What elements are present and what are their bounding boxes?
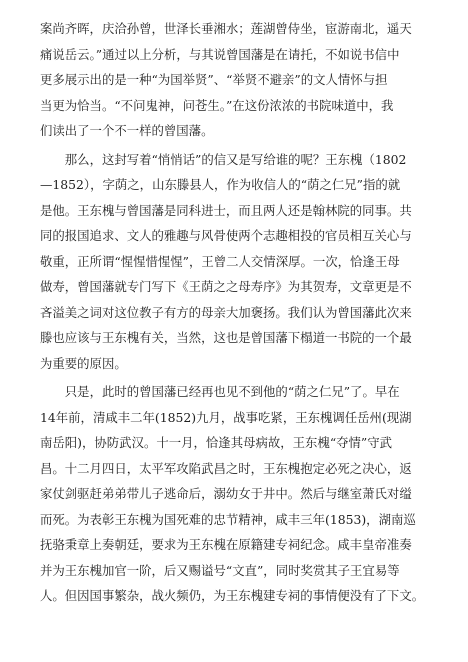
- text-line: 家仗剑驱赶弟弟带儿子逃命后，溺幼女于井中。然后与继室萧氏对缢: [40, 486, 412, 501]
- paragraph-2: [40, 147, 428, 377]
- text-line: 南岳阳)，协防武汉。十一月，恰逢其母病故，王东槐“夺情”守武: [40, 435, 393, 450]
- text-line: 做寿，曾国藩就专门写下《王荫之之母寿序》为其贺寿，文章更是不: [40, 279, 412, 294]
- paragraph-1: [40, 16, 428, 144]
- text-line: 抚骆秉章上奏朝廷，要求为王东槐在原籍建专祠纪念。咸丰皇帝准奏: [40, 537, 412, 552]
- text-line: 那么，这封写着“悄悄话”的信又是写给谁的呢？王东槐（1802: [64, 151, 407, 167]
- text-line: 痛说岳云。”通过以上分析，与其说曾国藩是在请托，不如说书信中: [40, 46, 400, 62]
- text-line: 14年前，清咸丰二年(1852)九月，战事吃紧，王东槐调任岳州(现湖: [40, 409, 412, 425]
- text-line: 同的报国追求、文人的雅趣与风骨使两个志趣相投的官员相互关心与: [40, 228, 412, 243]
- text-line: 更多展示出的是一种“为国举贤”、“举贤不避亲”的文人情怀与担: [40, 72, 388, 87]
- text-line: 吝溢美之词对这位教子有方的母亲大加褒扬。我们认为曾国藩此次来: [40, 304, 412, 320]
- text-line: 并为王东槐加官一阶，后又赐谥号“文直”，同时奖赏其子王宜易等: [40, 562, 400, 578]
- paragraph-3: [40, 379, 428, 609]
- text-line: 案尚齐晖，庆洽孙曾，世泽长垂湘水；莲湖曾侍坐，宦游南北，遥天: [40, 21, 412, 36]
- text-line: 是他。王东槐与曾国藩是同科进士，而且两人还是翰林院的同事。共: [40, 202, 412, 218]
- text-line: 敬重，正所谓“惺惺惜惺惺”，王曾二人交情深厚。一次，恰逢王母: [40, 253, 400, 269]
- text-line: 们读出了一个不一样的曾国藩。: [40, 123, 214, 138]
- text-line: 昌。十二月四日，太平军攻陷武昌之时，王东槐抱定必死之决心，返: [40, 460, 412, 476]
- text-line: 人。但因国事繁杂，战火频仍，为王东槐建专祠的事情便没有了下文。: [40, 588, 425, 603]
- text-line: 为重要的原因。: [40, 355, 127, 371]
- text-line: 只是，此时的曾国藩已经再也见不到他的“荫之仁兄”了。早在: [64, 384, 400, 399]
- text-line: —1852），字荫之，山东滕县人，作为收信人的“荫之仁兄”指的就: [40, 177, 401, 192]
- text-line: 而死。为表彰王东槐为国死难的忠节精神，咸丰三年(1853)，湖南巡: [40, 511, 416, 527]
- text-line: 滕也应该与王东槐有关，当然，这也是曾国藩下榻道一书院的一个最: [40, 330, 412, 345]
- text-line: 当更为恰当。“不问鬼神，问苍生。”在这份浓浓的书院味道中，我: [40, 97, 394, 113]
